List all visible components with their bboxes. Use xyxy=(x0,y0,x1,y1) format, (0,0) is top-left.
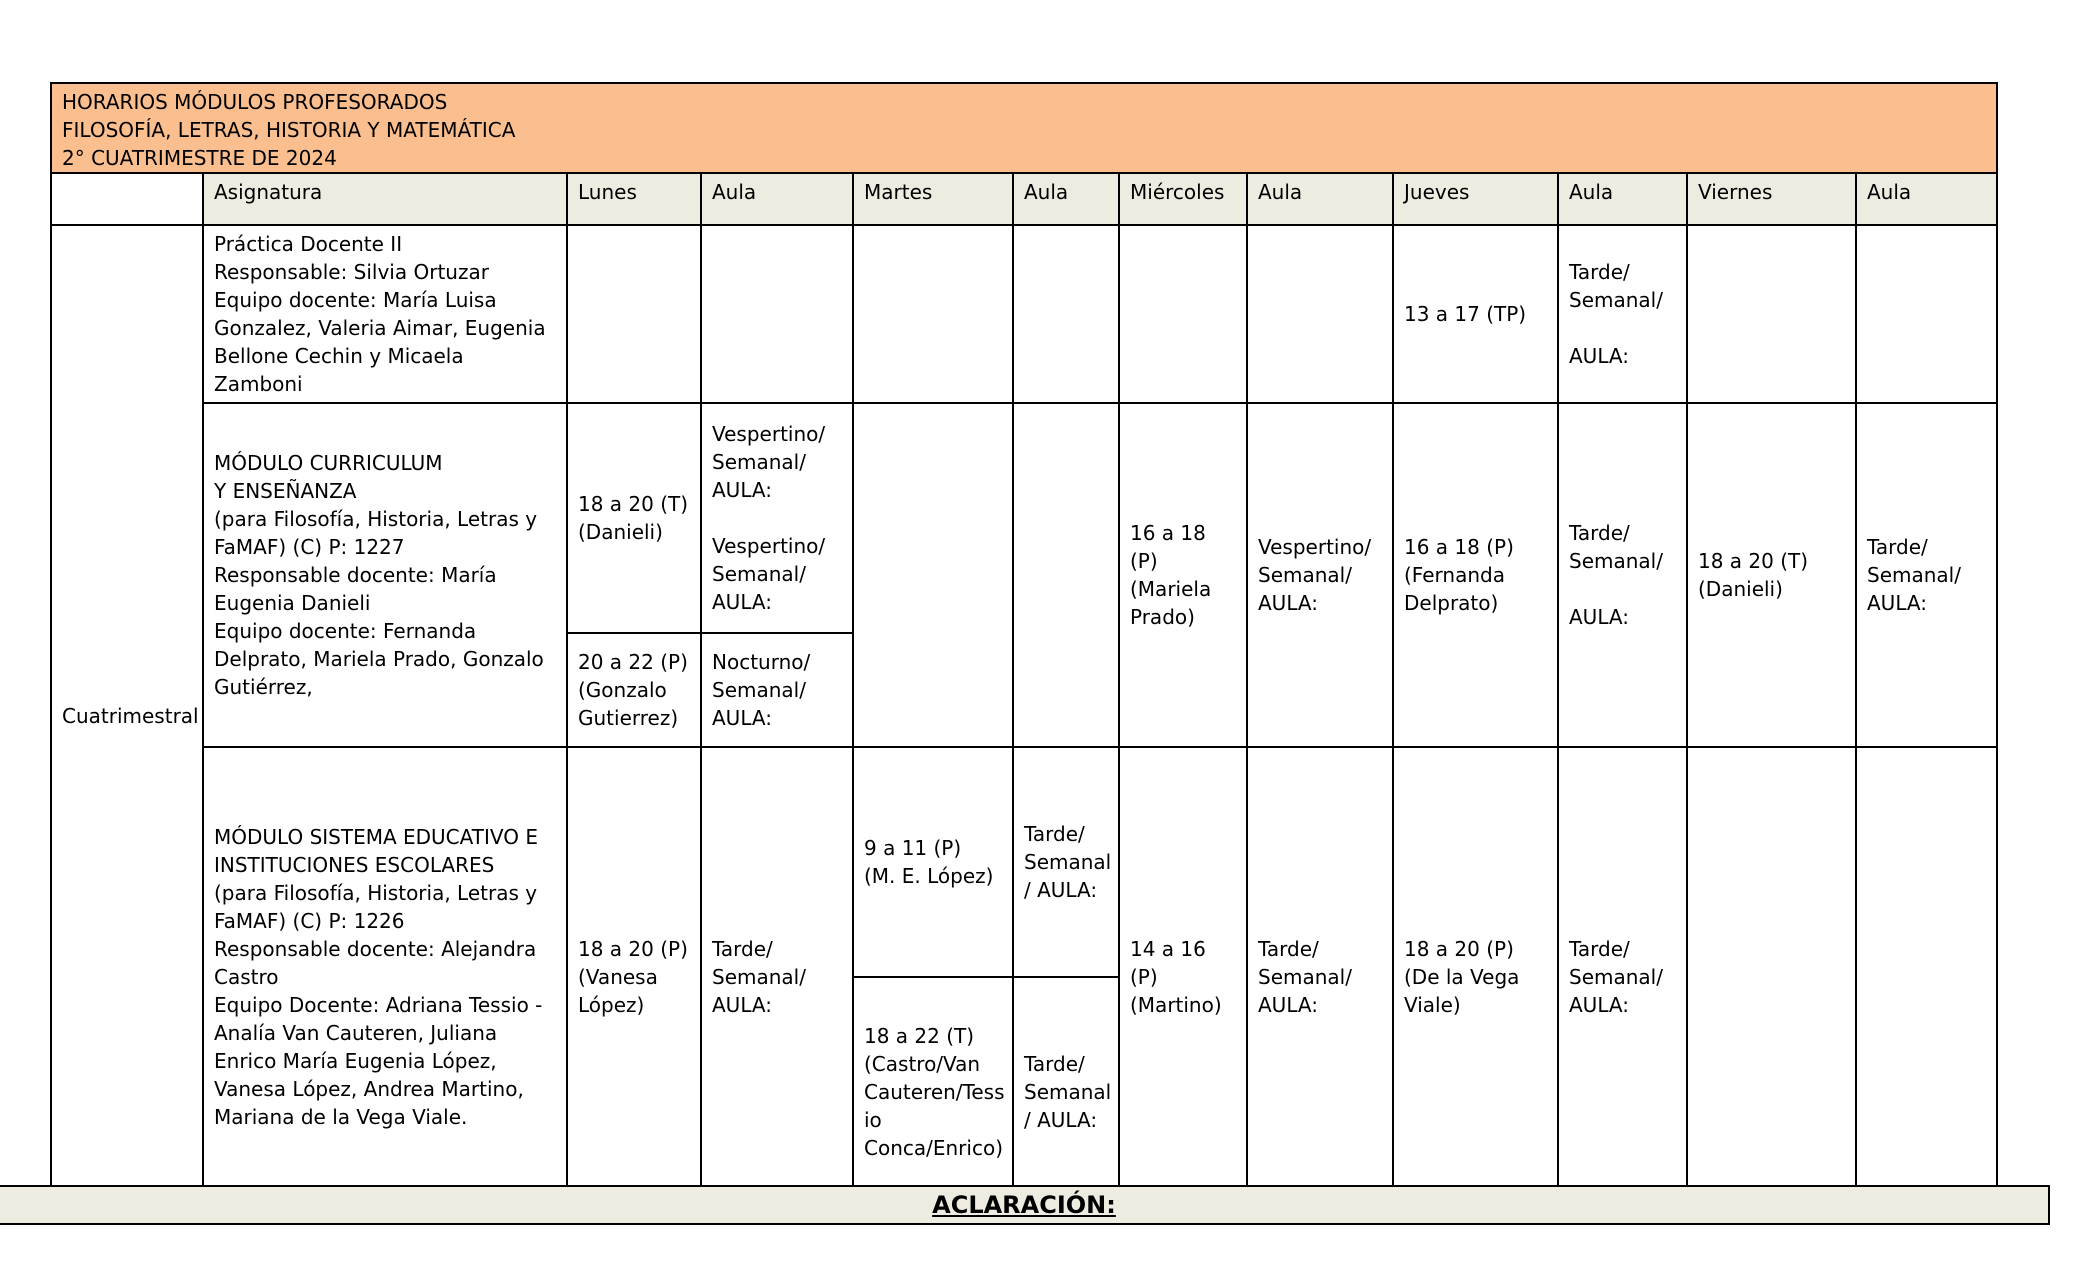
practica-miercoles xyxy=(1119,225,1247,403)
header-viernes: Viernes xyxy=(1687,173,1856,225)
practica-aula-jueves: Tarde/ Semanal/ AULA: xyxy=(1558,225,1687,403)
header-row xyxy=(51,173,1997,225)
sistema-aula-martes-b: Tarde/ Semanal / AULA: xyxy=(1013,977,1119,1206)
header-aula-martes: Aula xyxy=(1013,173,1119,225)
sistema-jueves: 18 a 20 (P) (De la Vega Viale) xyxy=(1393,747,1558,1206)
sistema-aula-jueves: Tarde/ Semanal/ AULA: xyxy=(1558,747,1687,1206)
sistema-lunes: 18 a 20 (P) (Vanesa López) xyxy=(567,747,701,1206)
title-line-2: FILOSOFÍA, LETRAS, HISTORIA Y MATEMÁTICA xyxy=(62,118,516,142)
title-row xyxy=(51,83,1997,173)
title-line-3: 2° CUATRIMESTRE DE 2024 xyxy=(62,146,337,170)
header-aula-jueves: Aula xyxy=(1558,173,1687,225)
practica-jueves: 13 a 17 (TP) xyxy=(1393,225,1558,403)
sistema-aula-lunes: Tarde/ Semanal/ AULA: xyxy=(701,747,853,1206)
header-aula-viernes: Aula xyxy=(1856,173,1997,225)
practica-asignatura: Práctica Docente II Responsable: Silvia Ortuzar Equipo docente: María Luisa Gonzalez, Valeria Aimar, Eugenia Bellone Cechin y Micaela Zamboni xyxy=(203,225,567,403)
header-miercoles: Miércoles xyxy=(1119,173,1247,225)
header-aula-lunes: Aula xyxy=(701,173,853,225)
title-block xyxy=(51,83,1997,173)
header-jueves: Jueves xyxy=(1393,173,1558,225)
sistema-martes-a: 9 a 11 (P) (M. E. López) xyxy=(853,747,1013,977)
header-aula-miercoles: Aula xyxy=(1247,173,1393,225)
sistema-aula-martes-a: Tarde/ Semanal / AULA: xyxy=(1013,747,1119,977)
practica-viernes xyxy=(1687,225,1856,403)
sistema-aula-miercoles: Tarde/ Semanal/ AULA: xyxy=(1247,747,1393,1206)
header-lunes: Lunes xyxy=(567,173,701,225)
curriculum-lunes-b: 20 a 22 (P) (Gonzalo Gutierrez) xyxy=(567,633,701,747)
schedule-table xyxy=(50,82,1998,1207)
title-line-1: HORARIOS MÓDULOS PROFESORADOS xyxy=(62,90,448,114)
row-practica-docente xyxy=(51,225,1997,403)
curriculum-miercoles: 16 a 18 (P) (Mariela Prado) xyxy=(1119,403,1247,747)
note-bar: ACLARACIÓN: xyxy=(0,1185,2050,1225)
curriculum-lunes-a: 18 a 20 (T) (Danieli) xyxy=(567,403,701,633)
curriculum-asignatura: MÓDULO CURRICULUM Y ENSEÑANZA (para Filosofía, Historia, Letras y FaMAF) (C) P: 1227 Responsable docente: María Eugenia Danieli Equipo docente: Fernanda Delprato, Mariela Prado, Gonzalo Gutiérrez, xyxy=(203,403,567,747)
sistema-viernes xyxy=(1687,747,1856,1206)
practica-aula-miercoles xyxy=(1247,225,1393,403)
header-asignatura: Asignatura xyxy=(203,173,567,225)
practica-aula-viernes xyxy=(1856,225,1997,403)
sistema-aula-viernes xyxy=(1856,747,1997,1206)
curriculum-martes xyxy=(853,403,1013,747)
header-martes: Martes xyxy=(853,173,1013,225)
sistema-martes-b: 18 a 22 (T) (Castro/Van Cauteren/Tess io Conca/Enrico) xyxy=(853,977,1013,1206)
practica-lunes xyxy=(567,225,701,403)
curriculum-aula-martes xyxy=(1013,403,1119,747)
sistema-asignatura: MÓDULO SISTEMA EDUCATIVO E INSTITUCIONES ESCOLARES (para Filosofía, Historia, Letras y FaMAF) (C) P: 1226 Responsable docente: Alejandra Castro Equipo Docente: Adriana Tessio - Analía Van Cauteren, Juliana Enrico María Eugenia López, Vanesa López, Andrea Martino, Mariana de la Vega Viale. xyxy=(203,747,567,1206)
curriculum-aula-lunes-b: Nocturno/ Semanal/ AULA: xyxy=(701,633,853,747)
curriculum-jueves: 16 a 18 (P) (Fernanda Delprato) xyxy=(1393,403,1558,747)
practica-aula-lunes xyxy=(701,225,853,403)
curriculum-aula-jueves: Tarde/ Semanal/ AULA: xyxy=(1558,403,1687,747)
period-cell: Cuatrimestral xyxy=(51,225,203,1206)
row-curriculum xyxy=(51,403,1997,633)
row-sistema xyxy=(51,747,1997,977)
curriculum-aula-lunes-a: Vespertino/ Semanal/ AULA: Vespertino/ Semanal/ AULA: xyxy=(701,403,853,633)
curriculum-aula-viernes: Tarde/ Semanal/ AULA: xyxy=(1856,403,1997,747)
practica-martes xyxy=(853,225,1013,403)
curriculum-viernes: 18 a 20 (T) (Danieli) xyxy=(1687,403,1856,747)
header-blank xyxy=(51,173,203,225)
practica-aula-martes xyxy=(1013,225,1119,403)
curriculum-aula-miercoles: Vespertino/ Semanal/ AULA: xyxy=(1247,403,1393,747)
sistema-miercoles: 14 a 16 (P) (Martino) xyxy=(1119,747,1247,1206)
